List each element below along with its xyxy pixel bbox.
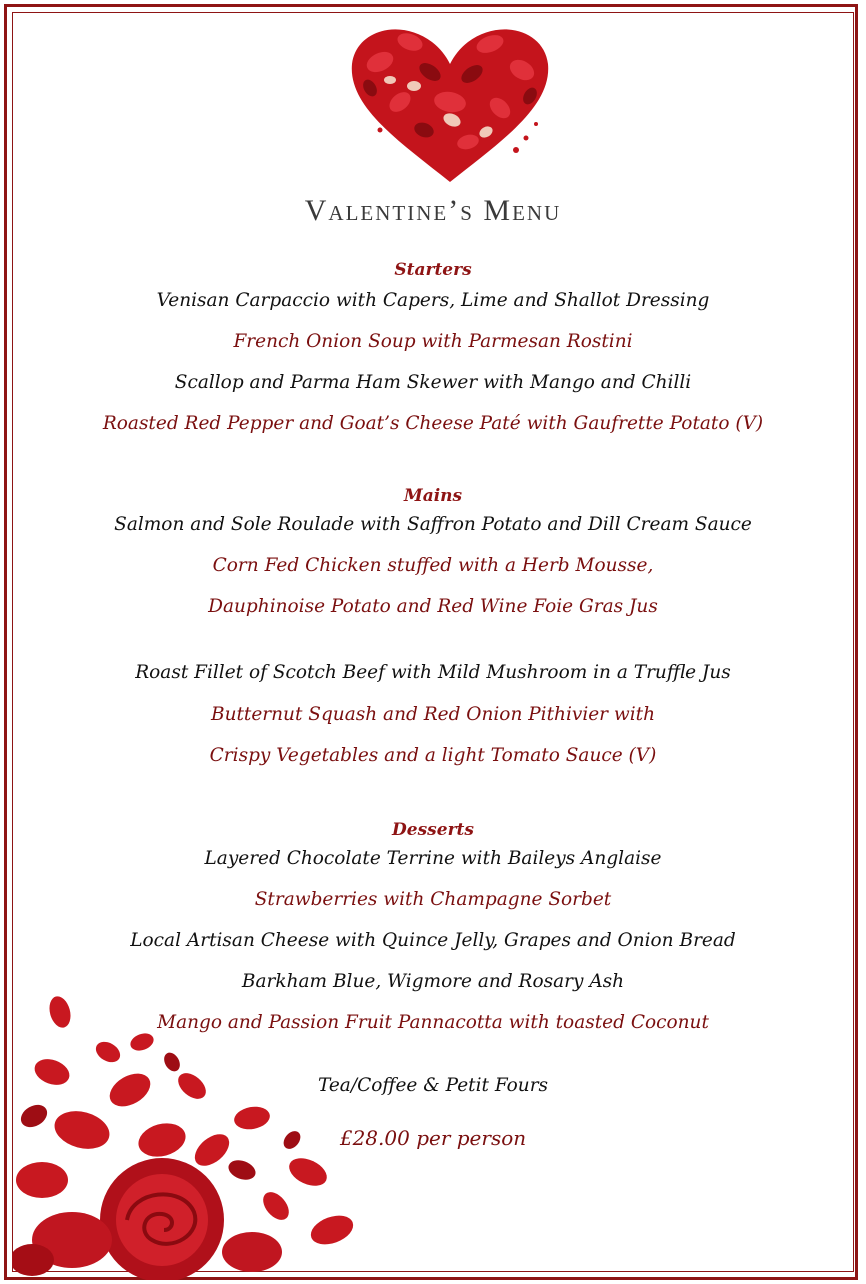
rose-heart-image [340,12,560,192]
main-item: Roast Fillet of Scotch Beef with Mild Mushroom in a Truffle Jus [135,662,731,683]
starter-item: Roasted Red Pepper and Goat’s Cheese Paté with Gaufrette Potato (V) [102,413,764,434]
tea-coffee-line: Tea/Coffee & Petit Fours [317,1075,549,1096]
starter-item: French Onion Soup with Parmesan Rostini [233,331,633,352]
starter-item: Venisan Carpaccio with Capers, Lime and Shallot Dressing [156,290,710,311]
price-line: £28.00 per person [339,1126,527,1150]
main-item: Crispy Vegetables and a light Tomato Sauce (V) [209,745,657,766]
dessert-item: Local Artisan Cheese with Quince Jelly, Grapes and Onion Bread [130,930,736,951]
starter-item: Scallop and Parma Ham Skewer with Mango and Chilli [174,372,692,393]
desserts-heading: Desserts [392,820,474,840]
dessert-item: Mango and Passion Fruit Pannacotta with toasted Coconut [157,1012,709,1033]
dessert-item: Layered Chocolate Terrine with Baileys Anglaise [204,848,662,869]
main-item: Dauphinoise Potato and Red Wine Foie Gras Jus [208,596,658,617]
main-item: Salmon and Sole Roulade with Saffron Potato and Dill Cream Sauce [114,514,752,535]
dessert-item: Strawberries with Champagne Sorbet [254,889,612,910]
menu-title: Valentine’s Menu [304,194,562,227]
main-item: Butternut Squash and Red Onion Pithivier with [210,704,656,725]
main-item: Corn Fed Chicken stuffed with a Herb Mousse, [212,555,654,576]
mains-heading: Mains [403,486,463,506]
dessert-item: Barkham Blue, Wigmore and Rosary Ash [241,971,625,992]
starters-heading: Starters [394,260,472,280]
